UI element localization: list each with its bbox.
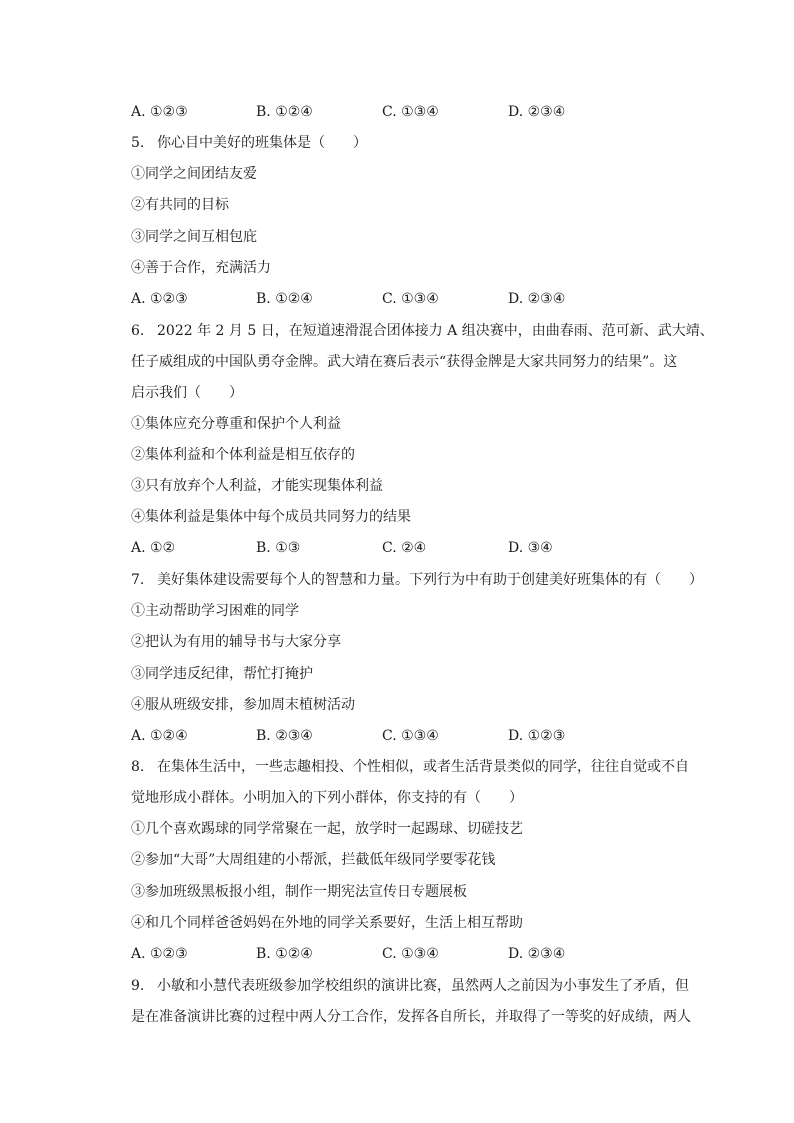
q4-option-a[interactable]: A. ①②③ <box>131 104 188 120</box>
q8-item-1: ①几个喜欢踢球的同学常聚在一起，放学时一起踢球、切磋技艺 <box>131 821 523 837</box>
q6-option-c[interactable]: C. ②④ <box>382 540 427 556</box>
q6-item-3: ③只有放弃个人利益，才能实现集体利益 <box>131 478 383 494</box>
q8-number: 8. <box>131 759 145 775</box>
q4-options <box>131 102 691 122</box>
q7-item-3: ③同学违反纪律，帮忙打掩护 <box>131 666 313 682</box>
q8-option-b[interactable]: B. ①②④ <box>256 946 313 962</box>
q6-option-b[interactable]: B. ①③ <box>256 540 301 556</box>
q5-item-4: ④善于合作，充满活力 <box>131 260 271 276</box>
q4-option-c[interactable]: C. ①③④ <box>382 104 439 120</box>
q7-item-1: ①主动帮助学习困难的同学 <box>131 603 299 619</box>
q5-option-a[interactable]: A. ①②③ <box>131 291 188 307</box>
q5-item-2: ②有共同的目标 <box>131 197 229 213</box>
q8-item-3: ③参加班级黑板报小组，制作一期宪法宣传日专题展板 <box>131 884 467 900</box>
q7-option-a[interactable]: A. ①②④ <box>131 728 188 744</box>
q8-option-a[interactable]: A. ①②③ <box>131 946 188 962</box>
q6-item-2: ②集体利益和个体利益是相互依存的 <box>131 447 355 463</box>
q6-stem-line-2: 任子威组成的中国队勇夺金牌。武大靖在赛后表示“获得金牌是大家共同努力的结果”。这 <box>131 354 678 370</box>
q8-stem-line-2: 觉地形成小群体。小明加入的下列小群体，你支持的有（ ） <box>131 790 523 806</box>
q7-option-d[interactable]: D. ①②③ <box>508 728 566 744</box>
q8-option-c[interactable]: C. ①③④ <box>382 946 439 962</box>
q7-item-2: ②把认为有用的辅导书与大家分享 <box>131 634 341 650</box>
q5-number: 5. <box>131 135 145 151</box>
q6-item-4: ④集体利益是集体中每个成员共同努力的结果 <box>131 509 411 525</box>
q8-item-2: ②参加“大哥”大周组建的小帮派，拦截低年级同学要零花钱 <box>131 852 496 868</box>
q5-stem <box>131 133 367 153</box>
q4-option-d[interactable]: D. ②③④ <box>508 104 566 120</box>
q7-option-c[interactable]: C. ①③④ <box>382 728 439 744</box>
q7-number: 7. <box>131 572 145 588</box>
q7-stem <box>131 570 703 590</box>
q8-option-d[interactable]: D. ②③④ <box>508 946 566 962</box>
q6-option-d[interactable]: D. ③④ <box>508 540 553 556</box>
q5-item-1: ①同学之间团结友爱 <box>131 166 257 182</box>
q9-number: 9. <box>131 978 145 994</box>
q5-option-c[interactable]: C. ①③④ <box>382 291 439 307</box>
q6-item-1: ①集体应充分尊重和保护个人利益 <box>131 416 341 432</box>
q8-stem-line-1 <box>131 757 689 777</box>
q9-stem-line-2: 是在准备演讲比赛的过程中两人分工合作，发挥各自所长，并取得了一等奖的好成绩，两人 <box>131 1009 691 1025</box>
q6-stem-text-1: 2022 年 2 月 5 日，在短道速滑混合团体接力 A 组决赛中，由曲春雨、范可新、武大靖、 <box>157 323 714 339</box>
q6-stem-line-3: 启示我们（ ） <box>131 385 243 401</box>
q9-stem-text-1: 小敏和小慧代表班级参加学校组织的演讲比赛，虽然两人之前因为小事发生了矛盾，但 <box>157 978 689 994</box>
q5-item-3: ③同学之间互相包庇 <box>131 229 257 245</box>
q7-stem-text: 美好集体建设需要每个人的智慧和力量。下列行为中有助于创建美好班集体的有（ ） <box>157 572 703 588</box>
q8-item-4: ④和几个同样爸爸妈妈在外地的同学关系要好，生活上相互帮助 <box>131 915 523 931</box>
q6-stem-line-1 <box>131 321 714 341</box>
q7-option-b[interactable]: B. ②③④ <box>256 728 313 744</box>
q7-item-4: ④服从班级安排，参加周末植树活动 <box>131 697 355 713</box>
q8-stem-text-1: 在集体生活中，一些志趣相投、个性相似，或者生活背景类似的同学，往往自觉或不自 <box>157 759 689 775</box>
q5-stem-text: 你心目中美好的班集体是（ ） <box>157 135 367 151</box>
q5-option-d[interactable]: D. ②③④ <box>508 291 566 307</box>
q8-options <box>131 944 691 964</box>
q5-options <box>131 289 691 309</box>
q5-option-b[interactable]: B. ①②④ <box>256 291 313 307</box>
q7-options <box>131 726 691 746</box>
q6-option-a[interactable]: A. ①② <box>131 540 176 556</box>
q9-stem-line-1 <box>131 976 689 996</box>
q4-option-b[interactable]: B. ①②④ <box>256 104 313 120</box>
q6-options <box>131 538 691 558</box>
q6-number: 6. <box>131 323 145 339</box>
